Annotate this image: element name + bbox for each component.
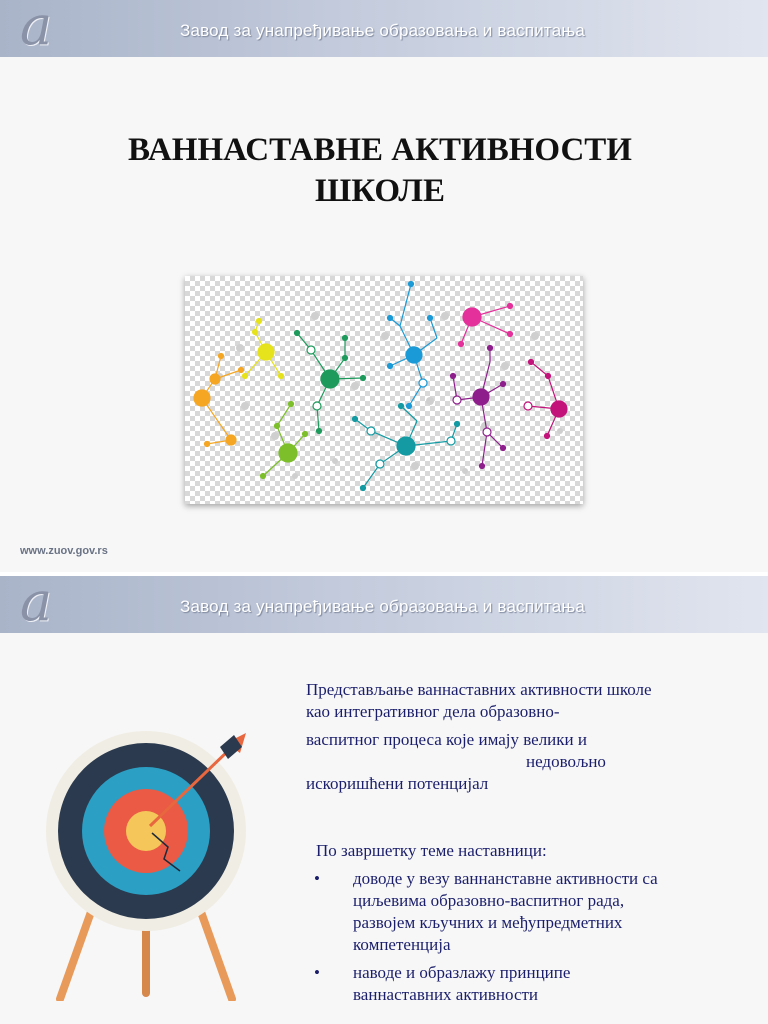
header-banner bbox=[0, 576, 768, 633]
bullet-line: ваннаставних активности bbox=[353, 985, 539, 1004]
target-with-arrow-illustration bbox=[40, 731, 260, 1006]
intro-line: искоришћени потенцијал bbox=[306, 774, 489, 793]
intro-line: недовољно bbox=[526, 752, 606, 771]
target-icon bbox=[40, 731, 260, 1001]
website-url[interactable]: www.zuov.gov.rs bbox=[20, 545, 108, 557]
bullet-line: компетенција bbox=[353, 935, 451, 954]
outcomes-list bbox=[314, 868, 658, 1012]
list-item bbox=[314, 868, 658, 956]
bullet-icon: • bbox=[314, 963, 320, 982]
slide-title-line-1: ВАННАСТАВНЕ АКТИВНОСТИ bbox=[128, 132, 632, 168]
intro-line: васпитног процеса које имају велики и bbox=[306, 730, 587, 749]
bullet-line: доводе у везу ваннанставне активности са bbox=[353, 869, 658, 888]
zuov-logo: a bbox=[20, 0, 53, 57]
intro-line: Представљање ваннаставних активности школе bbox=[306, 680, 652, 699]
slide-title-line-2: ШКОЛЕ bbox=[315, 173, 445, 209]
header-banner bbox=[0, 0, 768, 57]
list-item bbox=[314, 962, 658, 1006]
intro-line: као интегративног дела образовно- bbox=[306, 702, 560, 721]
organization-name: Завод за унапређивање образовања и васпитања bbox=[180, 597, 586, 616]
slide-title bbox=[0, 130, 760, 212]
content-slide bbox=[0, 576, 768, 1024]
organization-name: Завод за унапређивање образовања и васпитања bbox=[180, 21, 586, 40]
intro-paragraph bbox=[306, 679, 652, 795]
outcomes-heading: По завршетку теме наставници: bbox=[316, 841, 547, 860]
zuov-logo: a bbox=[20, 576, 53, 633]
bullet-line: наводе и образлажу принципе bbox=[353, 963, 571, 982]
network-graph-icon bbox=[185, 276, 583, 504]
network-graph-illustration bbox=[185, 276, 583, 504]
bullet-line: циљевима образовно-васпитног рада, bbox=[353, 891, 625, 910]
bullet-icon: • bbox=[314, 869, 320, 888]
bullet-line: развојем кључних и међупредметних bbox=[353, 913, 623, 932]
